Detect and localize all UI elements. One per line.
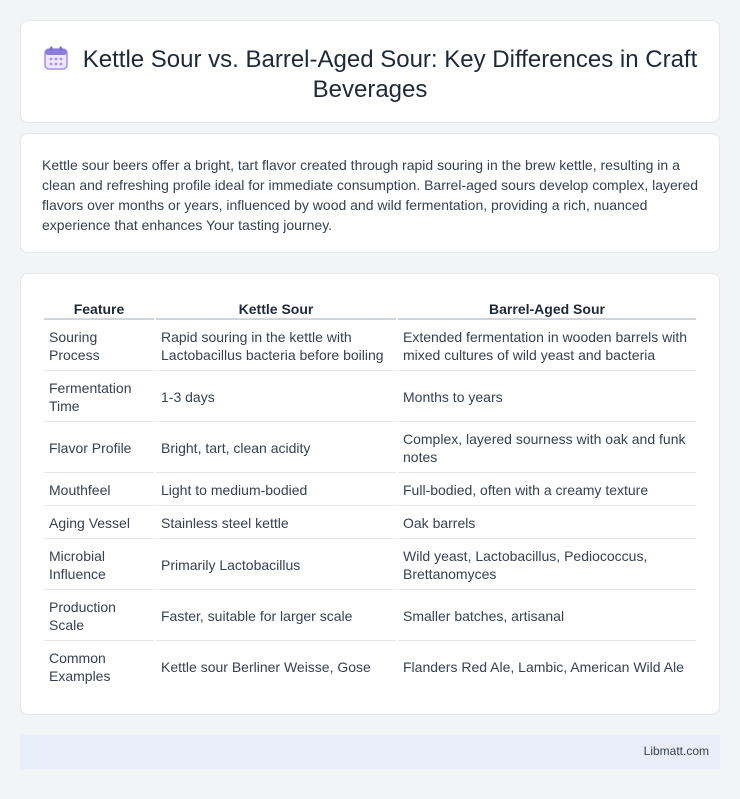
footer bbox=[20, 735, 720, 769]
table-row bbox=[44, 424, 696, 473]
table-row bbox=[44, 373, 696, 422]
table-row bbox=[44, 643, 696, 691]
table-row bbox=[44, 592, 696, 641]
table-row bbox=[44, 541, 696, 590]
page-title-wrap bbox=[21, 45, 719, 105]
kettle-cell: Bright, tart, clean acidity bbox=[156, 424, 396, 473]
kettle-cell: Stainless steel kettle bbox=[156, 508, 396, 539]
barrel-cell: Oak barrels bbox=[398, 508, 696, 539]
barrel-cell: Months to years bbox=[398, 373, 696, 422]
kettle-cell: Light to medium-bodied bbox=[156, 475, 396, 506]
table-row bbox=[44, 322, 696, 371]
barrel-cell: Complex, layered sourness with oak and funk notes bbox=[398, 424, 696, 473]
feature-cell: Mouthfeel bbox=[44, 475, 154, 506]
feature-cell: Microbial Influence bbox=[44, 541, 154, 590]
feature-cell: Production Scale bbox=[44, 592, 154, 641]
table-row bbox=[44, 475, 696, 506]
footer-site-link[interactable]: Libmatt.com bbox=[643, 744, 709, 758]
title-card bbox=[20, 20, 720, 123]
feature-cell: Common Examples bbox=[49, 650, 111, 684]
header-feature: Feature bbox=[44, 297, 154, 320]
kettle-cell: Faster, suitable for larger scale bbox=[156, 592, 396, 641]
table-row bbox=[44, 508, 696, 539]
feature-cell: Souring Process bbox=[44, 322, 154, 371]
kettle-cell: Primarily Lactobacillus bbox=[156, 541, 396, 590]
kettle-cell: 1-3 days bbox=[156, 373, 396, 422]
header-kettle-sour: Kettle Sour bbox=[156, 297, 396, 320]
calendar-icon bbox=[43, 45, 69, 71]
kettle-cell: Rapid souring in the kettle with Lactobacillus bacteria before boiling bbox=[156, 322, 396, 371]
barrel-cell: Smaller batches, artisanal bbox=[398, 592, 696, 641]
comparison-table bbox=[42, 295, 698, 693]
barrel-cell: Wild yeast, Lactobacillus, Pediococcus, Brettanomyces bbox=[398, 541, 696, 590]
header-barrel-aged-sour: Barrel-Aged Sour bbox=[398, 297, 696, 320]
feature-cell: Flavor Profile bbox=[44, 424, 154, 473]
feature-cell: Fermentation Time bbox=[44, 373, 154, 422]
table-header-row bbox=[44, 297, 696, 320]
comparison-card bbox=[20, 273, 720, 715]
barrel-cell: Flanders Red Ale, Lambic, American Wild Ale bbox=[403, 659, 684, 675]
barrel-cell: Full-bodied, often with a creamy texture bbox=[398, 475, 696, 506]
kettle-cell: Kettle sour Berliner Weisse, Gose bbox=[161, 659, 371, 675]
feature-cell: Aging Vessel bbox=[44, 508, 154, 539]
barrel-cell: Extended fermentation in wooden barrels with mixed cultures of wild yeast and bacteria bbox=[398, 322, 696, 371]
intro-card bbox=[20, 133, 720, 253]
intro-paragraph: Kettle sour beers offer a bright, tart flavor created through rapid souring in the brew kettle, resulting in a clean and refreshing profile ideal for immediate consumption. Barrel-aged sours develop complex, layered flavors over months or years, influenced by wood and wild fermentation, providing a rich, nuanced experience that enhances Your tasting journey. bbox=[42, 157, 699, 233]
page-title: Kettle Sour vs. Barrel-Aged Sour: Key Differences in Craft Beverages bbox=[82, 46, 698, 103]
